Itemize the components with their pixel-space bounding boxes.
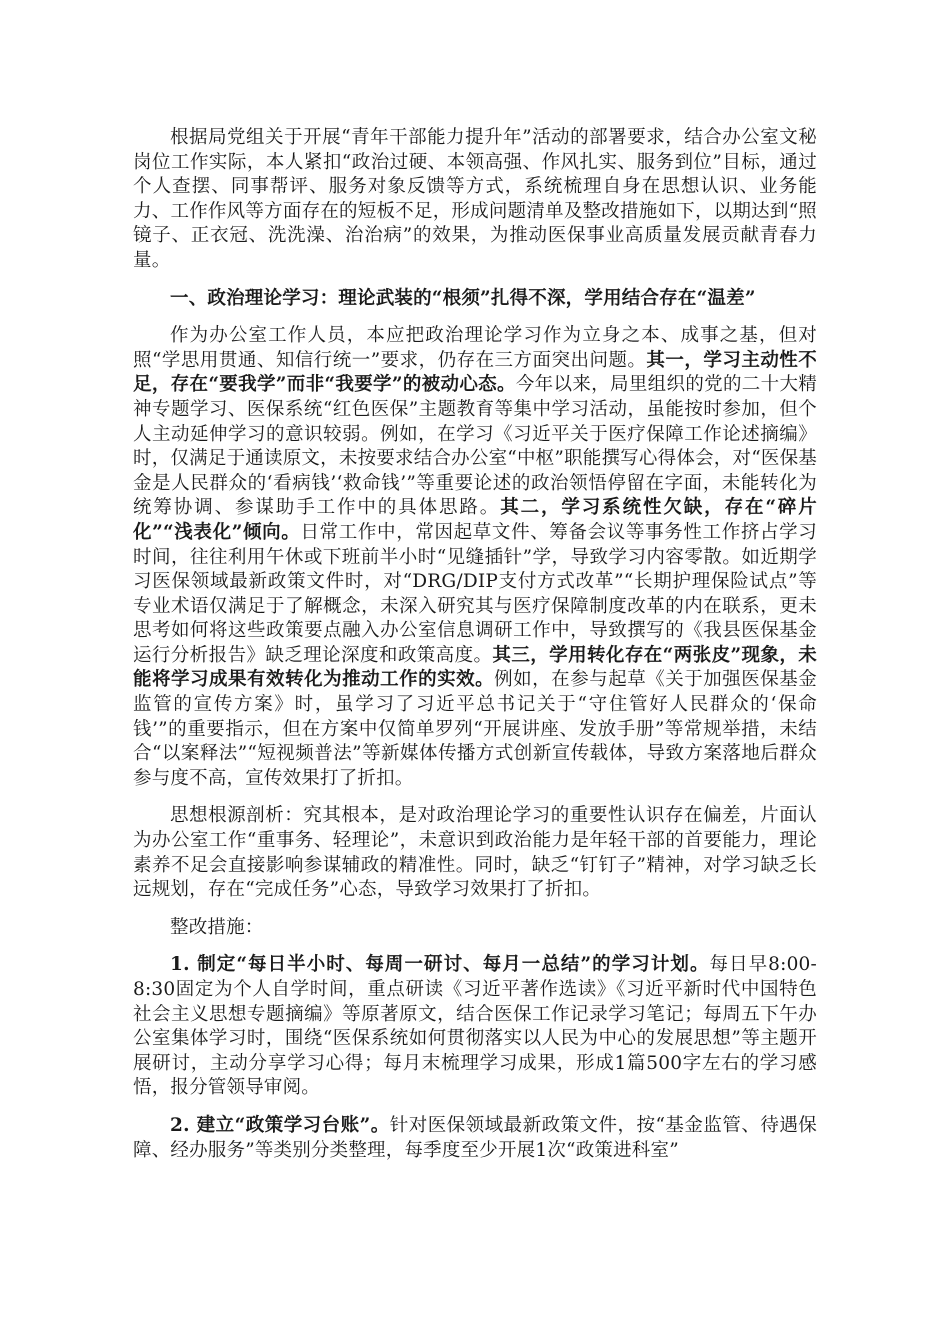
problem-point-2: 其二，学习系统性欠缺，存在“碎片化”“浅表化”倾向。	[133, 497, 818, 543]
measure-1-text: 每日早8:00-8:30固定为个人自学时间，重点研读《习近平著作选读》《习近平新时代中国特色社会主义思想专题摘编》等原著原文，结合医保工作记录学习笔记；每周五下午办公室集体学习时，围绕“医保系统如何贯彻落实以人民为中心的发展思想”等主题开展研讨，主动分享学习心得；每月末梳理学习成果，形成1篇500字左右的学习感悟，报分管领导审阅。	[133, 954, 817, 1099]
problem-paragraph	[133, 324, 817, 791]
measure-item-2	[133, 1114, 817, 1163]
problem-point-3: 其三，学用转化存在“两张皮”现象，未能将学习成果有效转化为推动工作的实效。	[133, 644, 817, 691]
intro-paragraph: 根据局党组关于开展“青年干部能力提升年”活动的部署要求，结合办公室文秘岗位工作实际，本人紧扣“政治过硬、本领高强、作风扎实、服务到位”目标，通过个人查摆、同事帮评、服务对象反馈等方式，系统梳理自身在思想认识、业务能力、工作作风等方面存在的短板不足，形成问题清单及整改措施如下，以期达到“照镜子、正衣冠、洗洗澡、治治病”的效果，为推动医保事业高质量发展贡献青春力量。	[133, 127, 817, 271]
problem-text-3: 日常工作中，常因起草文件、筹备会议等事务性工作挤占学习时间，往往利用午休或下班前半小时“见缝插针”学，导致学习内容零散。如近期学习医保领域最新政策文件时，对“DRG/DIP支付方式改革”“长期护理保险试点”等专业术语仅满足于了解概念，未深入研究其与医疗保障制度改革的内在联系，更未思考如何将这些政策要点融入办公室信息调研工作中，导致撰写的《我县医保基金运行分析报告》缺乏理论深度和政策高度。	[133, 521, 817, 666]
measure-2-text: 针对医保领域最新政策文件，按“基金监管、待遇保障、经办服务”等类别分类整理，每季度至少开展1次“政策进科室”	[133, 1114, 818, 1161]
section-heading: 一、政治理论学习：理论武装的“根须”扎得不深，学用结合存在“温差”	[170, 287, 756, 309]
problem-text-1: 作为办公室工作人员，本应把政治理论学习作为立身之本、成事之基，但对照“学思用贯通、知信行统一”要求，仍存在三方面突出问题。	[133, 325, 817, 371]
measures-label: 整改措施：	[170, 916, 264, 938]
document-page	[133, 126, 817, 1163]
problem-point-1: 其一，学习主动性不足，存在“要我学”而非“我要学”的被动心态。	[133, 349, 817, 396]
problem-text-2: 今年以来，局里组织的党的二十大精神专题学习、医保系统“红色医保”主题教育等集中学习活动，虽能按时参加，但个人主动延伸学习的意识较弱。例如，在学习《习近平关于医疗保障工作论述摘编》时，仅满足于通读原文，未按要求结合办公室“中枢”职能撰写心得体会，对“医保基金是人民群众的‘看病钱’‘救命钱’”等重要论述的政治领悟停留在字面，未能转化为统筹协调、参谋助手工作中的具体思路。	[133, 374, 818, 519]
root-cause-paragraph: 思想根源剖析：究其根本，是对政治理论学习的重要性认识存在偏差，片面认为办公室工作“重事务、轻理论”，未意识到政治能力是年轻干部的首要能力，理论素养不足会直接影响参谋辅政的精准性。同时，缺乏“钉钉子”精神，对学习缺乏长远规划，存在“完成任务”心态，导致学习效果打了折扣。	[133, 805, 817, 901]
measure-2-title: 2. 建立“政策学习台账”。	[170, 1114, 390, 1136]
measure-1-title: 1. 制定“每日半小时、每周一研讨、每月一总结”的学习计划。	[170, 954, 710, 976]
problem-text-4: 例如，在参与起草《关于加强医保基金监管的宣传方案》时，虽学习了习近平总书记关于“守住管好人民群众的‘保命钱’”的重要指示，但在方案中仅简单罗列“开展讲座、发放手册”等常规举措，未结合“以案释法”“短视频普法”等新媒体传播方式创新宣传载体，导致方案落地后群众参与度不高，宣传效果打了折扣。	[133, 669, 817, 789]
measure-item-1	[133, 953, 817, 1101]
